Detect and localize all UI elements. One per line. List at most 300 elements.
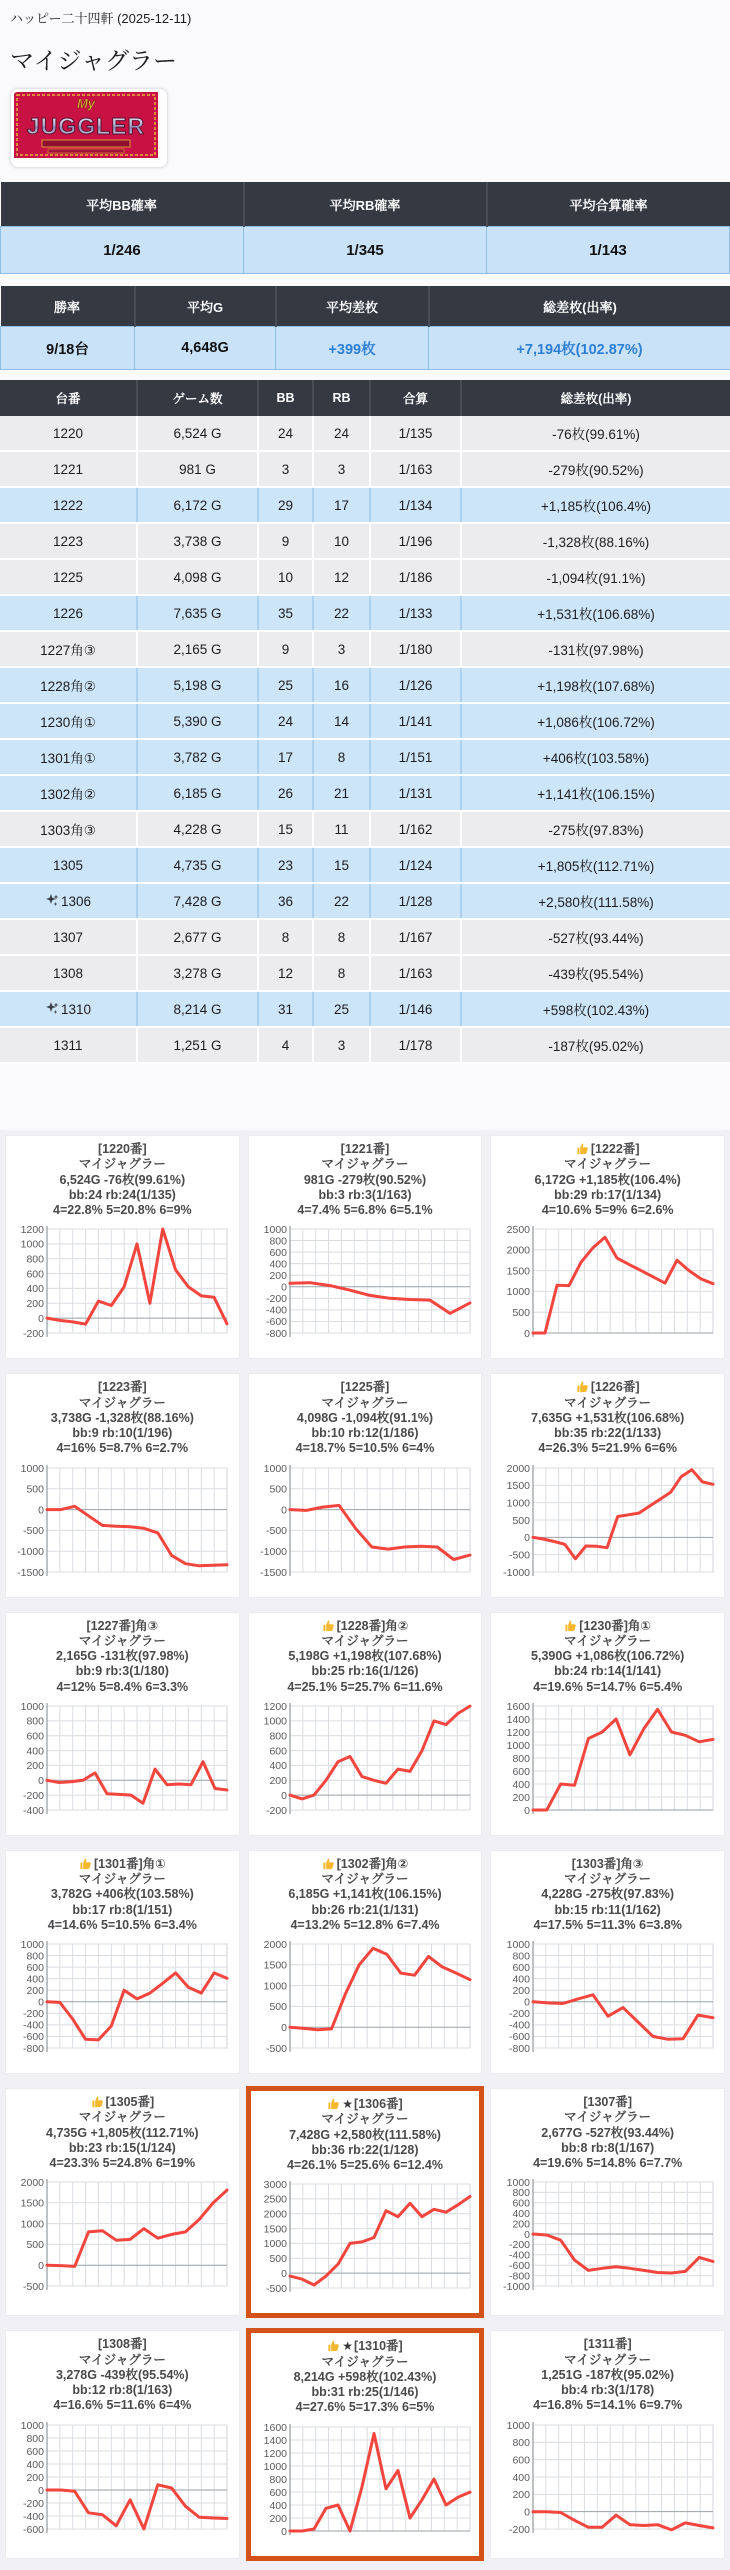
svg-text:800: 800 — [269, 2473, 287, 2485]
bb-cell: 26 — [258, 775, 313, 811]
probability-summary-value-row — [1, 227, 730, 274]
thumbs-up-icon — [564, 1619, 577, 1632]
svg-text:-1000: -1000 — [503, 1566, 530, 1578]
machine-number: 1307 — [53, 930, 83, 945]
svg-text:2000: 2000 — [264, 1939, 288, 1951]
svg-text:1400: 1400 — [506, 1714, 530, 1726]
svg-text:400: 400 — [269, 2499, 287, 2511]
diff-cell: +1,531枚(106.68%) — [461, 595, 730, 631]
svg-text:-800: -800 — [509, 2271, 530, 2283]
slump-chart-card — [246, 2086, 485, 2318]
chart-machine-name: マイジャグラー — [251, 2112, 480, 2127]
chart-setting-line: 4=26.3% 5=21.9% 6=6% — [491, 1441, 724, 1456]
bb-cell: 36 — [258, 883, 313, 919]
machine-number-cell — [0, 451, 137, 487]
sparkle-icon — [45, 893, 59, 910]
chart-bbrb-line: bb:35 rb:22(1/133) — [491, 1426, 724, 1441]
svg-text:800: 800 — [269, 1236, 287, 1248]
svg-text:800: 800 — [27, 1254, 45, 1266]
games-cell: 8,214 G — [137, 991, 258, 1027]
slump-chart-card — [248, 1373, 483, 1597]
svg-text:1000: 1000 — [264, 1224, 288, 1236]
svg-text:1000: 1000 — [21, 1239, 45, 1251]
rb-cell: 12 — [313, 559, 370, 595]
machine-number: 1228角② — [40, 675, 96, 695]
rb-cell: 22 — [313, 883, 370, 919]
chart-title — [251, 2339, 480, 2415]
chart-machine-line: [1223番] — [6, 1380, 239, 1395]
svg-text:400: 400 — [512, 2471, 530, 2483]
chart-machine-line: [1308番] — [6, 2337, 239, 2352]
chart-stats-line: 4,098G -1,094枚(91.1%) — [249, 1411, 482, 1426]
gassan-cell: 1/126 — [370, 667, 461, 703]
chart-title — [6, 1619, 239, 1695]
svg-text:2000: 2000 — [506, 1462, 530, 1474]
svg-text:-800: -800 — [509, 2043, 530, 2055]
svg-text:400: 400 — [512, 2208, 530, 2220]
chart-machine-line: [1228番]角② — [249, 1619, 482, 1634]
games-cell: 7,428 G — [137, 883, 258, 919]
page-title: マイジャグラー — [10, 41, 720, 76]
logo-my-text: My — [77, 96, 96, 111]
bb-cell: 25 — [258, 667, 313, 703]
svg-text:-400: -400 — [266, 1305, 287, 1317]
bb-cell: 10 — [258, 559, 313, 595]
diff-cell: -275枚(97.83%) — [461, 811, 730, 847]
svg-text:600: 600 — [27, 1962, 45, 1974]
diff-cell: -527枚(93.44%) — [461, 919, 730, 955]
bb-cell: 9 — [258, 631, 313, 667]
gassan-cell: 1/131 — [370, 775, 461, 811]
svg-text:-200: -200 — [509, 2008, 530, 2020]
chart-machine-name: マイジャグラー — [251, 2355, 480, 2370]
svg-text:200: 200 — [269, 1775, 287, 1787]
games-cell: 981 G — [137, 451, 258, 487]
machine-number: 1302角② — [40, 783, 96, 803]
svg-text:-200: -200 — [266, 1293, 287, 1305]
result-summary-table — [0, 286, 730, 370]
svg-text:200: 200 — [27, 1760, 45, 1772]
games-cell: 5,390 G — [137, 703, 258, 739]
machine-number-cell — [0, 883, 137, 919]
svg-text:-400: -400 — [509, 2250, 530, 2262]
chart-bbrb-line: bb:4 rb:3(1/178) — [491, 2383, 724, 2398]
bb-cell: 24 — [258, 416, 313, 451]
rb-cell: 3 — [313, 1027, 370, 1063]
chart-setting-line: 4=12% 5=8.4% 6=3.3% — [6, 1680, 239, 1695]
svg-text:1500: 1500 — [21, 2198, 45, 2210]
slump-chart-card — [490, 2330, 725, 2558]
machine-table-row — [0, 811, 730, 847]
svg-text:600: 600 — [512, 2198, 530, 2210]
rb-cell: 3 — [313, 451, 370, 487]
chart-machine-line: [1220番] — [6, 1142, 239, 1157]
svg-text:0: 0 — [524, 1328, 530, 1340]
chart-bbrb-line: bb:17 rb:8(1/151) — [6, 1903, 239, 1918]
gassan-cell: 1/186 — [370, 559, 461, 595]
machine-table-row — [0, 883, 730, 919]
diff-cell: -439枚(95.54%) — [461, 955, 730, 991]
result-summary-value-row — [1, 327, 730, 370]
bb-cell: 12 — [258, 955, 313, 991]
slump-line-chart — [6, 2419, 239, 2544]
chart-machine-line: ★[1310番] — [251, 2339, 480, 2354]
rb-cell: 22 — [313, 595, 370, 631]
gassan-cell: 1/167 — [370, 919, 461, 955]
svg-text:400: 400 — [512, 1779, 530, 1791]
chart-setting-line: 4=23.3% 5=24.8% 6=19% — [6, 2156, 239, 2171]
chart-setting-line: 4=16.6% 5=11.6% 6=4% — [6, 2398, 239, 2413]
svg-text:1000: 1000 — [506, 1286, 530, 1298]
svg-text:-400: -400 — [23, 1805, 44, 1817]
games-cell: 2,677 G — [137, 919, 258, 955]
chart-title — [6, 2095, 239, 2171]
chart-title — [249, 1619, 482, 1695]
chart-setting-line: 4=18.7% 5=10.5% 6=4% — [249, 1441, 482, 1456]
chart-title — [249, 1142, 482, 1218]
machine-data-table — [0, 380, 730, 1064]
svg-text:0: 0 — [524, 1532, 530, 1544]
svg-text:800: 800 — [512, 2437, 530, 2449]
gassan-cell: 1/124 — [370, 847, 461, 883]
machine-number-cell — [0, 703, 137, 739]
svg-text:1500: 1500 — [264, 2224, 288, 2236]
svg-text:0: 0 — [38, 2484, 44, 2496]
slump-chart-card — [246, 2328, 485, 2560]
games-cell: 2,165 G — [137, 631, 258, 667]
rb-cell: 15 — [313, 847, 370, 883]
chart-stats-line: 6,524G -76枚(99.61%) — [6, 1173, 239, 1188]
chart-stats-line: 3,278G -439枚(95.54%) — [6, 2368, 239, 2383]
gassan-cell: 1/151 — [370, 739, 461, 775]
chart-machine-line: [1230番]角① — [491, 1619, 724, 1634]
svg-text:-500: -500 — [23, 2281, 44, 2293]
games-cell: 6,185 G — [137, 775, 258, 811]
svg-text:2000: 2000 — [264, 2209, 288, 2221]
svg-text:1000: 1000 — [506, 1740, 530, 1752]
svg-text:600: 600 — [269, 1745, 287, 1757]
chart-stats-line: 5,390G +1,086枚(106.72%) — [491, 1649, 724, 1664]
games-cell: 3,278 G — [137, 955, 258, 991]
thumbs-up-icon — [327, 2097, 340, 2110]
probability-summary-header: 平均合算確率 — [487, 182, 730, 227]
chart-machine-line: [1311番] — [491, 2337, 724, 2352]
slump-line-chart — [491, 1700, 724, 1825]
logo-juggler-text: JUGGLER — [27, 113, 145, 139]
chart-machine-line: [1227番]角③ — [6, 1619, 239, 1634]
svg-text:200: 200 — [512, 2219, 530, 2231]
rb-cell: 8 — [313, 919, 370, 955]
bb-cell: 4 — [258, 1027, 313, 1063]
slump-line-chart — [6, 1700, 239, 1825]
machine-number: 1303角③ — [40, 819, 96, 839]
rb-cell: 14 — [313, 703, 370, 739]
machine-number: 1221 — [53, 462, 83, 477]
chart-setting-line: 4=17.5% 5=11.3% 6=3.8% — [491, 1918, 724, 1933]
chart-setting-line: 4=19.6% 5=14.7% 6=5.4% — [491, 1680, 724, 1695]
gassan-cell: 1/196 — [370, 523, 461, 559]
svg-text:1000: 1000 — [506, 1497, 530, 1509]
chart-machine-line: [1222番] — [491, 1142, 724, 1157]
svg-text:1000: 1000 — [21, 2219, 45, 2231]
svg-text:-200: -200 — [23, 2497, 44, 2509]
svg-text:200: 200 — [27, 1298, 45, 1310]
svg-text:-800: -800 — [266, 1328, 287, 1340]
svg-text:0: 0 — [524, 2506, 530, 2518]
chart-setting-line: 4=27.6% 5=17.3% 6=5% — [251, 2400, 480, 2415]
chart-machine-name: マイジャグラー — [6, 1634, 239, 1649]
machine-number-cell — [0, 847, 137, 883]
machine-table-header: ゲーム数 — [137, 380, 258, 416]
machine-number-cell — [0, 1027, 137, 1063]
machine-table-row — [0, 451, 730, 487]
svg-text:-200: -200 — [23, 2008, 44, 2020]
machine-table-row — [0, 487, 730, 523]
bb-cell: 9 — [258, 523, 313, 559]
machine-number: 1301角① — [40, 747, 96, 767]
svg-text:800: 800 — [512, 1753, 530, 1765]
result-summary-value: +399枚 — [276, 327, 429, 370]
svg-text:500: 500 — [269, 1483, 287, 1495]
games-cell: 5,198 G — [137, 667, 258, 703]
games-cell: 4,735 G — [137, 847, 258, 883]
svg-text:400: 400 — [27, 1283, 45, 1295]
svg-text:-200: -200 — [266, 1805, 287, 1817]
slump-chart-card — [5, 2330, 240, 2558]
machine-number-cell — [0, 559, 137, 595]
machine-number-cell — [0, 775, 137, 811]
machine-table-row — [0, 703, 730, 739]
chart-machine-name: マイジャグラー — [6, 1396, 239, 1411]
slump-line-chart — [6, 1938, 239, 2063]
machine-table-row — [0, 559, 730, 595]
svg-text:2000: 2000 — [506, 1245, 530, 1257]
slump-line-chart — [491, 2419, 724, 2544]
chart-machine-name: マイジャグラー — [249, 1396, 482, 1411]
slump-chart-card — [5, 2088, 240, 2316]
bb-cell: 29 — [258, 487, 313, 523]
rb-cell: 16 — [313, 667, 370, 703]
svg-text:-400: -400 — [23, 2510, 44, 2522]
machine-number: 1230角① — [40, 711, 96, 731]
probability-summary-header: 平均RB確率 — [244, 182, 487, 227]
svg-text:1000: 1000 — [21, 1939, 45, 1951]
machine-table-row — [0, 919, 730, 955]
games-cell: 4,098 G — [137, 559, 258, 595]
slump-chart-card — [490, 1373, 725, 1597]
svg-text:-400: -400 — [23, 2020, 44, 2032]
slump-line-chart — [249, 1462, 482, 1587]
chart-setting-line: 4=16% 5=8.7% 6=2.7% — [6, 1441, 239, 1456]
games-cell: 7,635 G — [137, 595, 258, 631]
chart-setting-line: 4=7.4% 5=6.8% 6=5.1% — [249, 1203, 482, 1218]
machine-table-row — [0, 955, 730, 991]
chart-bbrb-line: bb:12 rb:8(1/163) — [6, 2383, 239, 2398]
slump-line-chart — [491, 2176, 724, 2301]
rb-cell: 3 — [313, 631, 370, 667]
result-summary-header: 総差枚(出率) — [429, 286, 730, 327]
chart-setting-line: 4=22.8% 5=20.8% 6=9% — [6, 1203, 239, 1218]
hall-date: ハッピー二十四軒 (2025-12-11) — [10, 8, 720, 27]
machine-table-header: 合算 — [370, 380, 461, 416]
svg-text:0: 0 — [524, 1805, 530, 1817]
svg-text:500: 500 — [269, 2001, 287, 2013]
machine-number: 1305 — [53, 858, 83, 873]
machine-number: 1306 — [45, 893, 91, 910]
chart-setting-line: 4=10.6% 5=9% 6=2.6% — [491, 1203, 724, 1218]
chart-stats-line: 8,214G +598枚(102.43%) — [251, 2370, 480, 2385]
rb-cell: 8 — [313, 955, 370, 991]
svg-text:-200: -200 — [509, 2523, 530, 2535]
chart-machine-line: [1303番]角③ — [491, 1857, 724, 1872]
svg-text:800: 800 — [269, 1730, 287, 1742]
chart-stats-line: 4,228G -275枚(97.83%) — [491, 1887, 724, 1902]
machine-number: 1223 — [53, 534, 83, 549]
chart-machine-line: [1305番] — [6, 2095, 239, 2110]
svg-text:600: 600 — [512, 1766, 530, 1778]
chart-stats-line: 981G -279枚(90.52%) — [249, 1173, 482, 1188]
chart-machine-name: マイジャグラー — [491, 2353, 724, 2368]
svg-text:0: 0 — [524, 1997, 530, 2009]
chart-machine-line: [1302番]角② — [249, 1857, 482, 1872]
svg-text:400: 400 — [269, 1760, 287, 1772]
svg-text:1600: 1600 — [506, 1701, 530, 1713]
chart-machine-name: マイジャグラー — [6, 2353, 239, 2368]
slump-chart-card — [248, 1135, 483, 1359]
result-summary-header: 平均差枚 — [276, 286, 429, 327]
slump-chart-card — [5, 1850, 240, 2074]
machine-table-row — [0, 416, 730, 451]
diff-cell: +1,086枚(106.72%) — [461, 703, 730, 739]
chart-bbrb-line: bb:31 rb:25(1/146) — [251, 2385, 480, 2400]
chart-machine-line: [1226番] — [491, 1380, 724, 1395]
svg-text:400: 400 — [27, 1973, 45, 1985]
chart-stats-line: 3,738G -1,328枚(88.16%) — [6, 1411, 239, 1426]
result-summary-header: 平均G — [135, 286, 276, 327]
result-summary-value: 4,648G — [135, 327, 276, 370]
machine-number-cell — [0, 595, 137, 631]
svg-text:1600: 1600 — [264, 2421, 288, 2433]
chart-machine-name: マイジャグラー — [249, 1157, 482, 1172]
chart-machine-name: マイジャグラー — [491, 2110, 724, 2125]
svg-text:400: 400 — [27, 2458, 45, 2470]
chart-machine-line: [1225番] — [249, 1380, 482, 1395]
bb-cell: 3 — [258, 451, 313, 487]
svg-text:500: 500 — [27, 1483, 45, 1495]
rb-cell: 17 — [313, 487, 370, 523]
chart-title — [491, 1380, 724, 1456]
chart-bbrb-line: bb:15 rb:11(1/162) — [491, 1903, 724, 1918]
machine-table-header: 台番 — [0, 380, 137, 416]
svg-text:800: 800 — [27, 1715, 45, 1727]
gassan-cell: 1/134 — [370, 487, 461, 523]
svg-text:-500: -500 — [266, 2043, 287, 2055]
slump-chart-card — [5, 1135, 240, 1359]
svg-text:-500: -500 — [266, 1525, 287, 1537]
chart-machine-line: [1307番] — [491, 2095, 724, 2110]
chart-machine-line: [1301番]角① — [6, 1857, 239, 1872]
machine-number: 1311 — [53, 1038, 82, 1053]
games-cell: 1,251 G — [137, 1027, 258, 1063]
bb-cell: 17 — [258, 739, 313, 775]
svg-text:600: 600 — [512, 1962, 530, 1974]
chart-machine-name: マイジャグラー — [249, 1872, 482, 1887]
svg-text:0: 0 — [38, 1997, 44, 2009]
slump-chart-card — [248, 1850, 483, 2074]
svg-text:0: 0 — [524, 2229, 530, 2241]
slump-chart-card — [248, 1612, 483, 1836]
svg-text:-1000: -1000 — [260, 1546, 287, 1558]
svg-text:-600: -600 — [23, 2523, 44, 2535]
svg-text:800: 800 — [512, 1950, 530, 1962]
games-cell: 6,524 G — [137, 416, 258, 451]
svg-text:0: 0 — [281, 2268, 287, 2280]
probability-summary-value: 1/246 — [1, 227, 244, 274]
svg-text:600: 600 — [27, 2445, 45, 2457]
diff-cell: +2,580枚(111.58%) — [461, 883, 730, 919]
probability-summary-header: 平均BB確率 — [1, 182, 244, 227]
sparkle-icon — [45, 1001, 59, 1018]
svg-text:-500: -500 — [266, 2283, 287, 2295]
chart-bbrb-line: bb:24 rb:14(1/141) — [491, 1664, 724, 1679]
star-icon: ★ — [342, 2097, 353, 2111]
chart-bbrb-line: bb:10 rb:12(1/186) — [249, 1426, 482, 1441]
svg-text:600: 600 — [269, 1247, 287, 1259]
chart-machine-name: マイジャグラー — [6, 2110, 239, 2125]
result-summary-header: 勝率 — [1, 286, 135, 327]
svg-text:1000: 1000 — [264, 1462, 288, 1474]
slump-line-chart — [251, 2178, 480, 2303]
svg-text:-1000: -1000 — [17, 1546, 44, 1558]
svg-text:1000: 1000 — [264, 1715, 288, 1727]
diff-cell: +1,198枚(107.68%) — [461, 667, 730, 703]
machine-number-cell — [0, 991, 137, 1027]
chart-bbrb-line: bb:8 rb:8(1/167) — [491, 2141, 724, 2156]
slump-chart-card — [5, 1373, 240, 1597]
svg-text:0: 0 — [281, 2525, 287, 2537]
chart-title — [6, 1857, 239, 1933]
probability-summary-table — [0, 182, 730, 274]
machine-number-cell — [0, 416, 137, 451]
chart-setting-line: 4=19.6% 5=14.8% 6=7.7% — [491, 2156, 724, 2171]
thumbs-up-icon — [91, 2095, 104, 2108]
gassan-cell: 1/141 — [370, 703, 461, 739]
slump-chart-card — [490, 1135, 725, 1359]
gassan-cell: 1/128 — [370, 883, 461, 919]
rb-cell: 21 — [313, 775, 370, 811]
bb-cell: 23 — [258, 847, 313, 883]
chart-bbrb-line: bb:24 rb:24(1/135) — [6, 1188, 239, 1203]
chart-setting-line: 4=16.8% 5=14.1% 6=9.7% — [491, 2398, 724, 2413]
gassan-cell: 1/135 — [370, 416, 461, 451]
svg-text:0: 0 — [38, 1313, 44, 1325]
games-cell: 4,228 G — [137, 811, 258, 847]
bb-cell: 24 — [258, 703, 313, 739]
slump-line-chart — [251, 2421, 480, 2546]
svg-text:800: 800 — [27, 1950, 45, 1962]
slump-line-chart — [491, 1223, 724, 1348]
svg-text:-800: -800 — [23, 2043, 44, 2055]
svg-text:2000: 2000 — [21, 2177, 45, 2189]
chart-setting-line: 4=13.2% 5=12.8% 6=7.4% — [249, 1918, 482, 1933]
thumbs-up-icon — [322, 1857, 335, 1870]
machine-number: 1308 — [53, 966, 83, 981]
machine-table-header: 総差枚(出率) — [461, 380, 730, 416]
machine-table-row — [0, 667, 730, 703]
svg-text:0: 0 — [38, 2260, 44, 2272]
machine-number-cell — [0, 955, 137, 991]
slump-line-chart — [249, 1223, 482, 1348]
